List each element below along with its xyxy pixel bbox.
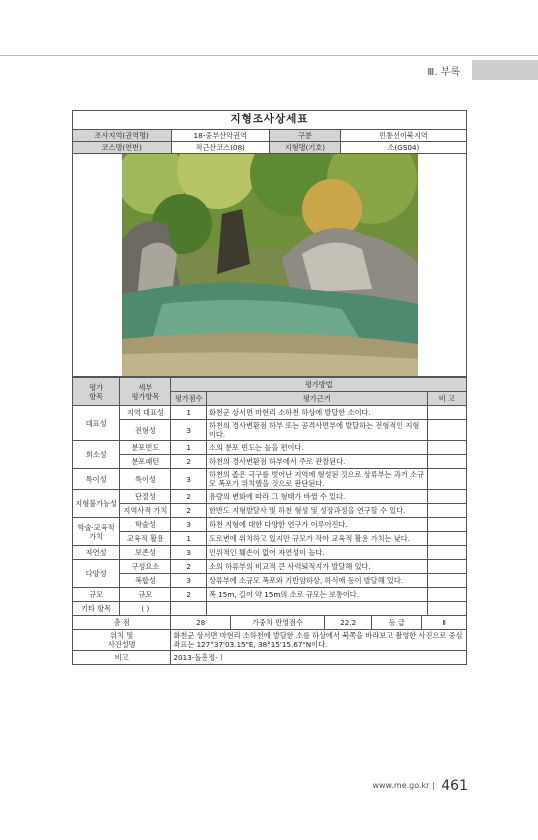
eval-sub: 학술성 <box>120 518 171 532</box>
chapter-tab <box>472 60 538 80</box>
eval-score: 2 <box>171 588 206 602</box>
eval-sub: 단절성 <box>120 490 171 504</box>
eval-note <box>427 518 466 532</box>
eval-basis: 도로변에 위치하고 있지만 규모가 작아 교육적 활용 가치는 낮다. <box>206 532 427 546</box>
eval-note <box>427 455 466 469</box>
total-cell <box>171 616 467 630</box>
eval-note <box>427 588 466 602</box>
eval-score: 3 <box>171 518 206 532</box>
eval-sub: 특이성 <box>120 469 171 490</box>
info-label: 지형명(기호) <box>270 142 341 154</box>
info-table <box>72 110 467 377</box>
eval-score: 2 <box>171 455 206 469</box>
eval-sub: 분포패턴 <box>120 455 171 469</box>
landform-photo <box>122 154 418 376</box>
eval-basis: 하천의 경사변환점 하부에서 주로 관찰된다. <box>206 455 427 469</box>
page-number: 461 <box>441 778 468 794</box>
location-label: 위치 및 사진설명 <box>73 630 171 651</box>
eval-note <box>427 532 466 546</box>
footer-site: www.me.go.kr <box>372 781 430 790</box>
other-score <box>171 602 206 616</box>
info-value: 18-중부산악권역 <box>171 130 270 142</box>
sheet-title: 지형조사상세표 <box>73 111 467 130</box>
eval-basis: 소의 분포 빈도는 높을 편이다. <box>206 441 427 455</box>
info-label: 구분 <box>270 130 341 142</box>
chapter-label: Ⅲ. 부록 <box>427 67 460 78</box>
page-footer <box>372 778 468 794</box>
eval-note <box>427 546 466 560</box>
info-value: 적근산코스(08) <box>171 142 270 154</box>
eval-item: 특이성 <box>73 469 120 490</box>
eval-note <box>427 560 466 574</box>
total-label: 총 점 <box>73 616 171 630</box>
eval-basis: 폭 15m, 길이 약 15m의 소로 규모는 보통이다. <box>206 588 427 602</box>
eval-sub: 규모 <box>120 588 171 602</box>
eval-basis: 화천군 상서면 마현리 소하천 하상에 발달한 소이다. <box>206 406 427 420</box>
eval-score: 2 <box>171 504 206 518</box>
col-sub: 세부 평가항목 <box>120 378 171 406</box>
eval-basis: 유량의 변화에 따라 그 형태가 바뀔 수 있다. <box>206 490 427 504</box>
eval-sub: 전형성 <box>120 420 171 441</box>
eval-item: 지형불가능성 <box>73 490 120 518</box>
eval-score: 1 <box>171 441 206 455</box>
weighted-value: 22.2 <box>325 616 372 629</box>
eval-item: 희소성 <box>73 441 120 469</box>
eval-note <box>427 406 466 420</box>
info-value: 민통선이북지역 <box>340 130 466 142</box>
grade-value: Ⅱ <box>442 618 446 627</box>
eval-basis: 상류부에 소규모 폭포와 기반암하상, 하식애 등이 발달해 있다. <box>206 574 427 588</box>
location-text: 화천군 상서면 마현리 소하천에 발달한 소를 하상에서 북쪽을 바라보고 촬영한 사진으로 중심좌표는 127°37'03.15"E, 38°15'15.67"N이다. <box>171 630 467 651</box>
eval-note <box>427 441 466 455</box>
info-label: 조사지역(권역명) <box>73 130 172 142</box>
remark-text: 2013-돌흥정-ㅣ <box>171 651 467 665</box>
eval-score: 2 <box>171 490 206 504</box>
eval-sub: 보존성 <box>120 546 171 560</box>
other-note <box>427 602 466 616</box>
eval-sub: 지역 대표성 <box>120 406 171 420</box>
eval-basis: 한반도 지형발달사 및 하천 형성 및 성장과정을 연구할 수 있다. <box>206 504 427 518</box>
other-basis <box>206 602 427 616</box>
eval-sub: 구성요소 <box>120 560 171 574</box>
eval-score: 3 <box>171 574 206 588</box>
chapter-header <box>0 60 538 80</box>
eval-sub: 복합성 <box>120 574 171 588</box>
eval-sub: 지역사적 가치 <box>120 504 171 518</box>
eval-note <box>427 420 466 441</box>
remark-label: 비고 <box>73 651 171 665</box>
eval-sub: 교육적 활용 <box>120 532 171 546</box>
eval-score: 1 <box>171 406 206 420</box>
info-value: 소(GS04) <box>340 142 466 154</box>
eval-note <box>427 574 466 588</box>
eval-item: 자연성 <box>73 546 120 560</box>
eval-item: 학술·교육적 가치 <box>73 518 120 546</box>
eval-sub: 분포빈도 <box>120 441 171 455</box>
col-score: 평가점수 <box>171 392 206 406</box>
eval-basis: 하천의 경사변환점 하부 또는 공격사면부에 발달하는 전형적인 지형이다. <box>206 420 427 441</box>
other-value: ( ) <box>120 602 171 616</box>
grade-label: 등 급 <box>372 616 422 629</box>
evaluation-table <box>72 377 467 665</box>
photo-cell <box>73 154 467 377</box>
eval-score: 3 <box>171 420 206 441</box>
col-method: 평가방법 <box>171 378 467 392</box>
footer-divider: | <box>432 781 438 790</box>
eval-note <box>427 504 466 518</box>
col-item: 평가 항목 <box>73 378 120 406</box>
eval-note <box>427 490 466 504</box>
total-subtable <box>171 616 466 629</box>
eval-basis: 소의 하류부의 비교적 큰 사력퇴적지가 발달해 있다. <box>206 560 427 574</box>
other-label: 기타 항목 <box>73 602 120 616</box>
survey-sheet <box>72 110 467 665</box>
eval-score: 3 <box>171 546 206 560</box>
col-basis: 평가근거 <box>206 392 427 406</box>
eval-basis: 인위적인 훼손이 없어 자연성이 높다. <box>206 546 427 560</box>
eval-item: 규모 <box>73 588 120 602</box>
eval-note <box>427 469 466 490</box>
top-rule <box>0 55 538 56</box>
info-label: 코스명(연번) <box>73 142 172 154</box>
eval-basis: 하천 지형에 대한 다양한 연구가 이루어진다. <box>206 518 427 532</box>
col-note: 비 고 <box>427 392 466 406</box>
eval-score: 1 <box>171 532 206 546</box>
weighted-label: 가중치 반영점수 <box>230 616 324 629</box>
eval-score: 3 <box>171 469 206 490</box>
eval-score: 2 <box>171 560 206 574</box>
total-value: 28 <box>171 616 230 629</box>
eval-basis: 하천의 좁은 극구를 벗어난 지역에 형성된 것으로 상류부는 과거 소규모 폭포가 위치했을 것으로 판단된다. <box>206 469 427 490</box>
eval-item: 다양성 <box>73 560 120 588</box>
eval-item: 대표성 <box>73 406 120 441</box>
